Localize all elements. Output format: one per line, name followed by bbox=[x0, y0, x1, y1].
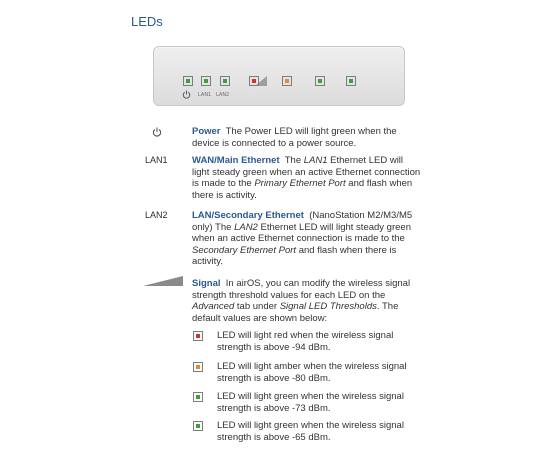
threshold-led-red bbox=[193, 331, 203, 341]
lan1-text-2: Ethernet LED will light steady green when an active Ethernet connection is made to the bbox=[192, 155, 421, 189]
signal-text-1: In airOS, you can modify the wireless signal strength threshold values for each LED on the bbox=[192, 278, 411, 301]
signal-text-italic-1: Advanced bbox=[192, 301, 235, 312]
threshold-led-amber bbox=[193, 362, 203, 372]
signal-text-3: . The default values are shown below: bbox=[192, 301, 399, 324]
lan2-description bbox=[192, 210, 422, 268]
threshold-text-1: LED will light red when the wireless signal strength is above -94 dBm. bbox=[217, 330, 394, 353]
lan2-text-italic-2: Secondary Ethernet Port bbox=[192, 244, 297, 256]
signal-description bbox=[192, 278, 422, 324]
threshold-text-4: LED will light green when the wireless signal strength is above -65 dBm. bbox=[217, 420, 404, 443]
panel-label-lan2: LAN2 bbox=[216, 92, 230, 98]
lan1-led bbox=[201, 76, 211, 86]
power-text: The Power LED will light green when the device is connected to a power source. bbox=[192, 126, 397, 149]
power-icon bbox=[182, 90, 191, 99]
lan1-text-italic-1: LAN1 bbox=[303, 155, 328, 166]
device-led-panel bbox=[153, 46, 405, 106]
lan1-text-italic-2: Primary Ethernet Port bbox=[254, 178, 346, 189]
lan1-title: WAN/Main Ethernet bbox=[192, 155, 280, 166]
power-description bbox=[192, 126, 422, 149]
signal-title: Signal bbox=[192, 278, 221, 289]
signal-text-italic-2: Signal LED Thresholds bbox=[279, 301, 377, 312]
signal-led-1 bbox=[249, 76, 259, 86]
lan2-text-italic-1: LAN2 bbox=[234, 221, 258, 233]
threshold-led-green-2 bbox=[193, 421, 203, 431]
lan2-title: LAN/Secondary Ethernet bbox=[192, 210, 304, 221]
lan2-text-3: and flash when there is activity. bbox=[192, 244, 397, 267]
threshold-text-3: LED will light green when the wireless signal strength is above -73 dBm. bbox=[217, 391, 404, 414]
lan2-label: LAN2 bbox=[145, 210, 168, 220]
lan2-led bbox=[220, 76, 230, 86]
lan1-text-1: The bbox=[284, 155, 302, 166]
signal-led-2 bbox=[282, 76, 292, 86]
lan2-text-1: (NanoStation M2/M3/M5 only) The bbox=[192, 210, 413, 233]
power-title: Power bbox=[192, 126, 221, 137]
signal-led-3 bbox=[315, 76, 325, 86]
lan1-description bbox=[192, 155, 422, 201]
signal-text-2: tab under bbox=[236, 301, 278, 312]
lan1-label: LAN1 bbox=[145, 155, 168, 165]
page-heading: LEDs bbox=[131, 14, 163, 29]
signal-led-4 bbox=[346, 76, 356, 86]
threshold-text-2: LED will light amber when the wireless signal strength is above -80 dBm. bbox=[217, 361, 407, 384]
threshold-led-green-1 bbox=[193, 392, 203, 402]
signal-strength-icon bbox=[143, 276, 183, 286]
lan2-text-2: Ethernet LED will light steady green when an active Ethernet connection is made to the bbox=[192, 221, 411, 244]
power-icon bbox=[152, 127, 162, 137]
panel-label-lan1: LAN1 bbox=[198, 92, 212, 98]
lan1-text-3: and flash when there is activity. bbox=[192, 178, 413, 201]
power-led bbox=[183, 76, 193, 86]
